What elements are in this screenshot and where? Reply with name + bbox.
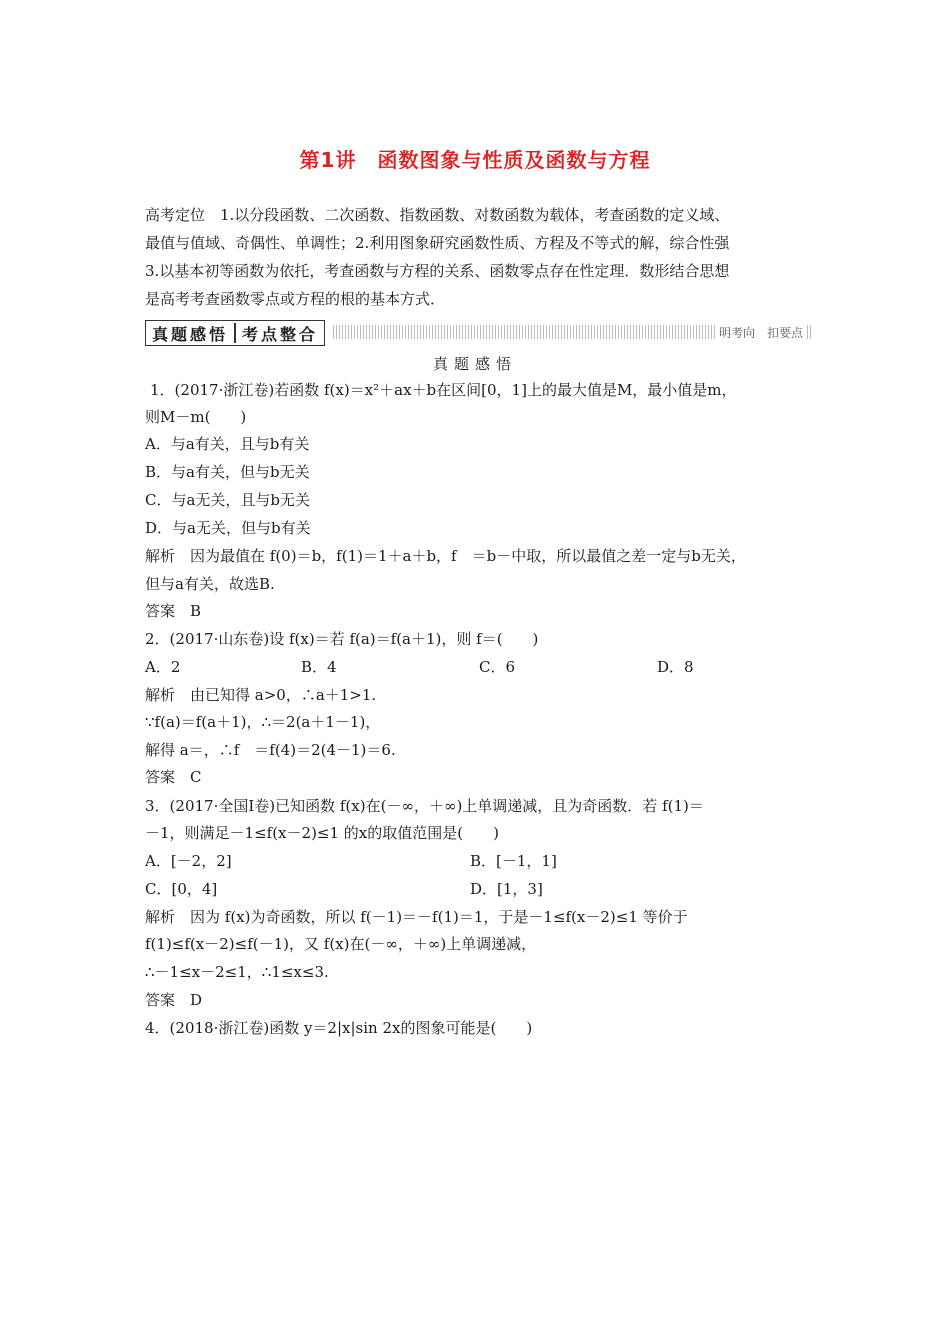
q1-option-d: D．与a无关，但与b有关 bbox=[145, 519, 311, 537]
q1-stem-line-2: 则M－m( ) bbox=[145, 408, 247, 426]
q2-stem: 2．(2017·山东卷)设 f(x)＝若 f(a)＝f(a＋1)，则 f＝( ) bbox=[145, 630, 539, 648]
q3-option-d: D．[1，3] bbox=[470, 880, 543, 898]
page-title: 第1讲 函数图象与性质及函数与方程 bbox=[299, 148, 651, 172]
q1-stem-line-1: 1．(2017·浙江卷)若函数 f(x)＝x²＋ax＋b在区间[0，1]上的最大值是M，最小值是m， bbox=[150, 381, 737, 399]
q2-option-d: D．8 bbox=[657, 658, 694, 676]
q3-option-b: B．[－1，1] bbox=[470, 852, 557, 870]
banner-label-kaodian: 考点整合 bbox=[242, 324, 319, 344]
section-banner bbox=[145, 320, 813, 346]
intro-line-1: 高考定位 1.以分段函数、二次函数、指数函数、对数函数为载体，考查函数的定义域、 bbox=[145, 206, 730, 224]
banner-right-label: 明考向 扣要点 bbox=[715, 324, 807, 341]
q3-analysis-line-2: f(1)≤f(x－2)≤f(－1)，又 f(x)在(－∞，＋∞)上单调递减， bbox=[145, 935, 537, 953]
q1-option-b: B．与a有关，但与b无关 bbox=[145, 463, 310, 481]
q1-analysis-line-2: 但与a有关，故选B. bbox=[145, 575, 275, 593]
q2-analysis-line-3: 解得 a＝，∴f ＝f(4)＝2(4－1)＝6. bbox=[145, 741, 396, 759]
q3-option-c: C．[0，4] bbox=[145, 880, 218, 898]
banner-label-zhenti: 真题感悟 bbox=[152, 324, 229, 344]
q3-analysis-line-1: 解析 因为 f(x)为奇函数，所以 f(－1)＝－f(1)＝1，于是－1≤f(x－2)≤1 等价于 bbox=[145, 908, 688, 926]
intro-line-4: 是高考考查函数零点或方程的根的基本方式． bbox=[145, 290, 446, 308]
q2-option-b: B．4 bbox=[301, 658, 337, 676]
section-title: 真题感悟 bbox=[432, 355, 517, 373]
q2-answer: 答案 C bbox=[145, 768, 202, 786]
intro-line-2: 最值与值域、奇偶性、单调性；2.利用图象研究函数性质、方程及不等式的解，综合性强 bbox=[145, 234, 730, 252]
q2-analysis-line-1: 解析 由已知得 a>0，∴a＋1>1. bbox=[145, 686, 377, 704]
intro-line-3: 3.以基本初等函数为依托，考查函数与方程的关系、函数零点存在性定理．数形结合思想 bbox=[145, 262, 730, 280]
q3-option-a: A．[－2，2] bbox=[145, 852, 232, 870]
banner-label-box bbox=[145, 320, 325, 346]
q1-option-a: A．与a有关，且与b有关 bbox=[145, 435, 310, 453]
q2-option-a: A．2 bbox=[145, 658, 181, 676]
q3-analysis-line-3: ∴－1≤x－2≤1，∴1≤x≤3. bbox=[145, 963, 329, 981]
q1-answer: 答案 B bbox=[145, 602, 202, 620]
q3-answer: 答案 D bbox=[145, 991, 203, 1009]
q3-stem-line-2: －1，则满足－1≤f(x－2)≤1 的x的取值范围是( ) bbox=[145, 824, 499, 842]
q2-option-c: C．6 bbox=[479, 658, 516, 676]
q2-analysis-line-2: ∵f(a)＝f(a＋1)，∴＝2(a＋1－1)， bbox=[145, 713, 381, 731]
q4-stem: 4．(2018·浙江卷)函数 y＝2|x|sin 2x的图象可能是( ) bbox=[145, 1019, 533, 1037]
q3-stem-line-1: 3．(2017·全国Ⅰ卷)已知函数 f(x)在(－∞，＋∞)上单调递减，且为奇函数．若 f(1)＝ bbox=[145, 797, 704, 815]
q1-option-c: C．与a无关，且与b无关 bbox=[145, 491, 311, 509]
q1-analysis-line-1: 解析 因为最值在 f(0)＝b，f(1)＝1＋a＋b，f ＝b－中取，所以最值之差一定与b无关， bbox=[145, 547, 746, 565]
